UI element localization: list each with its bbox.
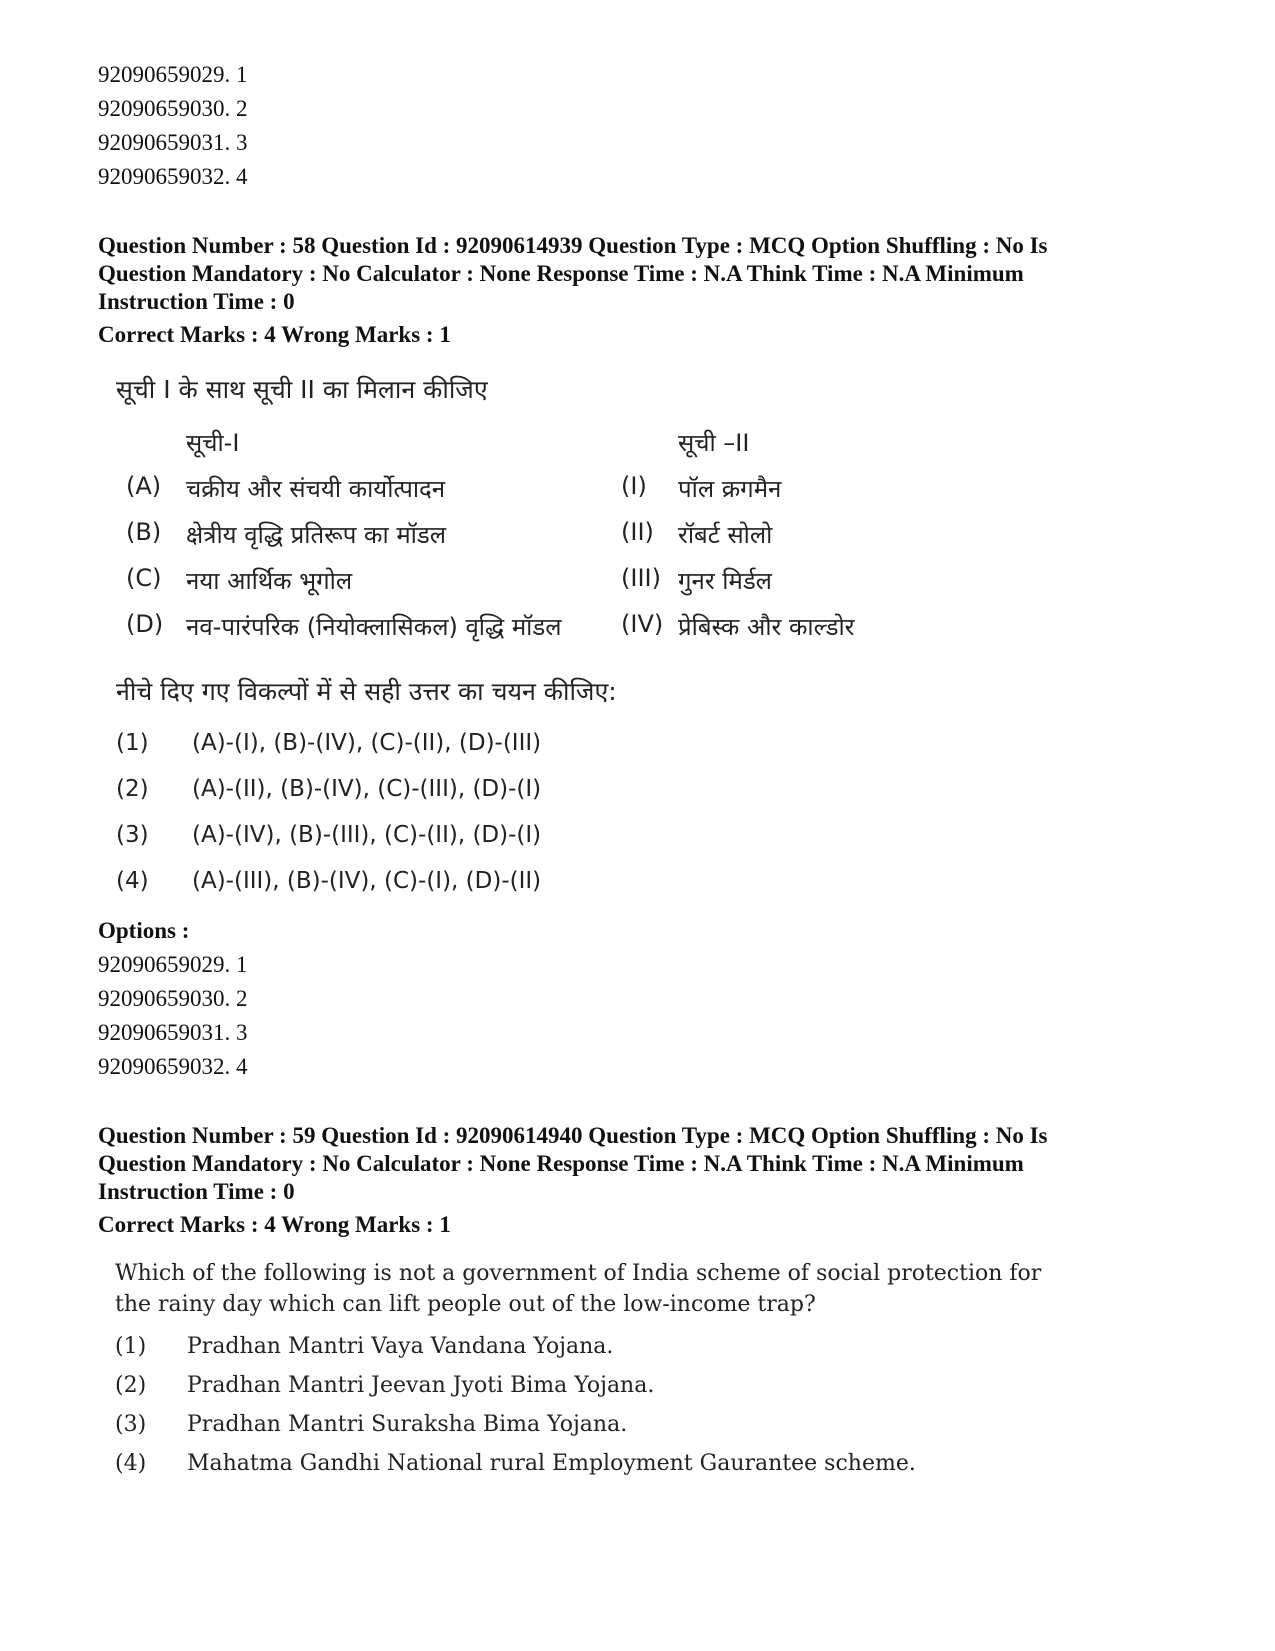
- choice-text: Pradhan Mantri Jeevan Jyoti Bima Yojana.: [187, 1373, 655, 1398]
- option-id-line: 92090659032. 4: [98, 164, 248, 189]
- question-intro: सूची I के साथ सूची II का मिलान कीजिए: [116, 375, 488, 404]
- question-text: Which of the following is not a government of India scheme of social protection for the rainy day which can lift people out of the low-income trap?: [115, 1261, 1042, 1317]
- option-id-line: 92090659030. 2: [98, 986, 248, 1011]
- question-59: [98, 1122, 1198, 1490]
- match-table: [126, 426, 1198, 656]
- row-item: प्रेबिस्क और काल्डोर: [678, 613, 855, 641]
- choice-text: Mahatma Gandhi National rural Employment Gaurantee scheme.: [187, 1451, 916, 1476]
- answer-choice: [115, 1451, 1198, 1490]
- list-2-heading: सूची –II: [678, 429, 750, 457]
- answer-choice: [115, 1373, 1198, 1412]
- row-label: (A): [126, 472, 162, 500]
- row-item: रॉबर्ट सोलो: [678, 521, 773, 549]
- choice-number: (1): [115, 1334, 147, 1359]
- row-item: चक्रीय और संचयी कार्योत्पादन: [186, 475, 446, 503]
- row-label: (II): [621, 518, 654, 546]
- match-row: [126, 610, 1198, 656]
- choice-number: (3): [115, 1412, 147, 1437]
- match-row: [126, 564, 1198, 610]
- exam-page: [98, 58, 1198, 1490]
- question-58: [98, 232, 1198, 1084]
- row-label: (D): [126, 610, 164, 638]
- choice-number: (1): [116, 730, 149, 756]
- answer-choice: [116, 868, 1198, 914]
- option-id-line: 92090659030. 2: [98, 96, 248, 121]
- answer-choice: [115, 1412, 1198, 1451]
- option-id-line: 92090659031. 3: [98, 130, 248, 155]
- row-item: क्षेत्रीय वृद्धि प्रतिरूप का मॉडल: [186, 521, 447, 549]
- choice-text: (A)-(III), (B)-(IV), (C)-(I), (D)-(II): [192, 868, 542, 894]
- question-marks: Correct Marks : 4 Wrong Marks : 1: [98, 322, 451, 347]
- row-item: पॉल क्रगमैन: [678, 475, 782, 503]
- option-ids-list: [98, 948, 1198, 1084]
- row-item: नव-पारंपरिक (नियोक्लासिकल) वृद्धि मॉडल: [186, 613, 562, 641]
- choice-text: (A)-(I), (B)-(IV), (C)-(II), (D)-(III): [192, 730, 542, 756]
- choice-number: (3): [116, 822, 149, 848]
- row-label: (B): [126, 518, 162, 546]
- option-id-line: 92090659029. 1: [98, 952, 248, 977]
- choice-text: Pradhan Mantri Suraksha Bima Yojana.: [187, 1412, 628, 1437]
- option-id-line: 92090659029. 1: [98, 62, 248, 87]
- choice-text: (A)-(IV), (B)-(III), (C)-(II), (D)-(I): [192, 822, 542, 848]
- choice-text: Pradhan Mantri Vaya Vandana Yojana.: [187, 1334, 614, 1359]
- row-label: (I): [621, 472, 647, 500]
- answer-choice: [116, 730, 1198, 776]
- answer-choice: [115, 1334, 1198, 1373]
- row-label: (III): [621, 564, 661, 592]
- match-row: [126, 472, 1198, 518]
- row-label: (C): [126, 564, 162, 592]
- choice-number: (4): [116, 868, 149, 894]
- row-label: (IV): [621, 610, 664, 638]
- answer-choice: [116, 822, 1198, 868]
- choice-number: (4): [115, 1451, 147, 1476]
- choice-number: (2): [116, 776, 149, 802]
- row-item: नया आर्थिक भूगोल: [186, 567, 353, 595]
- answer-choice: [116, 776, 1198, 822]
- row-item: गुनर मिर्डल: [678, 567, 772, 595]
- previous-options-list: [98, 58, 1198, 194]
- list-1-heading: सूची-I: [186, 429, 240, 457]
- choice-number: (2): [115, 1373, 147, 1398]
- question-meta: Question Number : 59 Question Id : 92090614940 Question Type : MCQ Option Shuffling : No Is Question Mandatory : No Calculator : None Response Time : N.A Think Time : N.A Minimum Instruction Time : 0: [98, 1123, 1048, 1204]
- option-id-line: 92090659031. 3: [98, 1020, 248, 1045]
- option-id-line: 92090659032. 4: [98, 1054, 248, 1079]
- options-label: Options :: [98, 918, 190, 943]
- match-row: [126, 518, 1198, 564]
- answer-choices: [98, 1334, 1198, 1490]
- answer-choices: [116, 730, 1198, 914]
- question-instruction: नीचे दिए गए विकल्पों में से सही उत्तर का चयन कीजिए:: [116, 677, 617, 706]
- choice-text: (A)-(II), (B)-(IV), (C)-(III), (D)-(I): [192, 776, 542, 802]
- question-marks: Correct Marks : 4 Wrong Marks : 1: [98, 1212, 451, 1237]
- question-meta: Question Number : 58 Question Id : 92090614939 Question Type : MCQ Option Shuffling : No Is Question Mandatory : No Calculator : None Response Time : N.A Think Time : N.A Minimum Instruction Time : 0: [98, 233, 1048, 314]
